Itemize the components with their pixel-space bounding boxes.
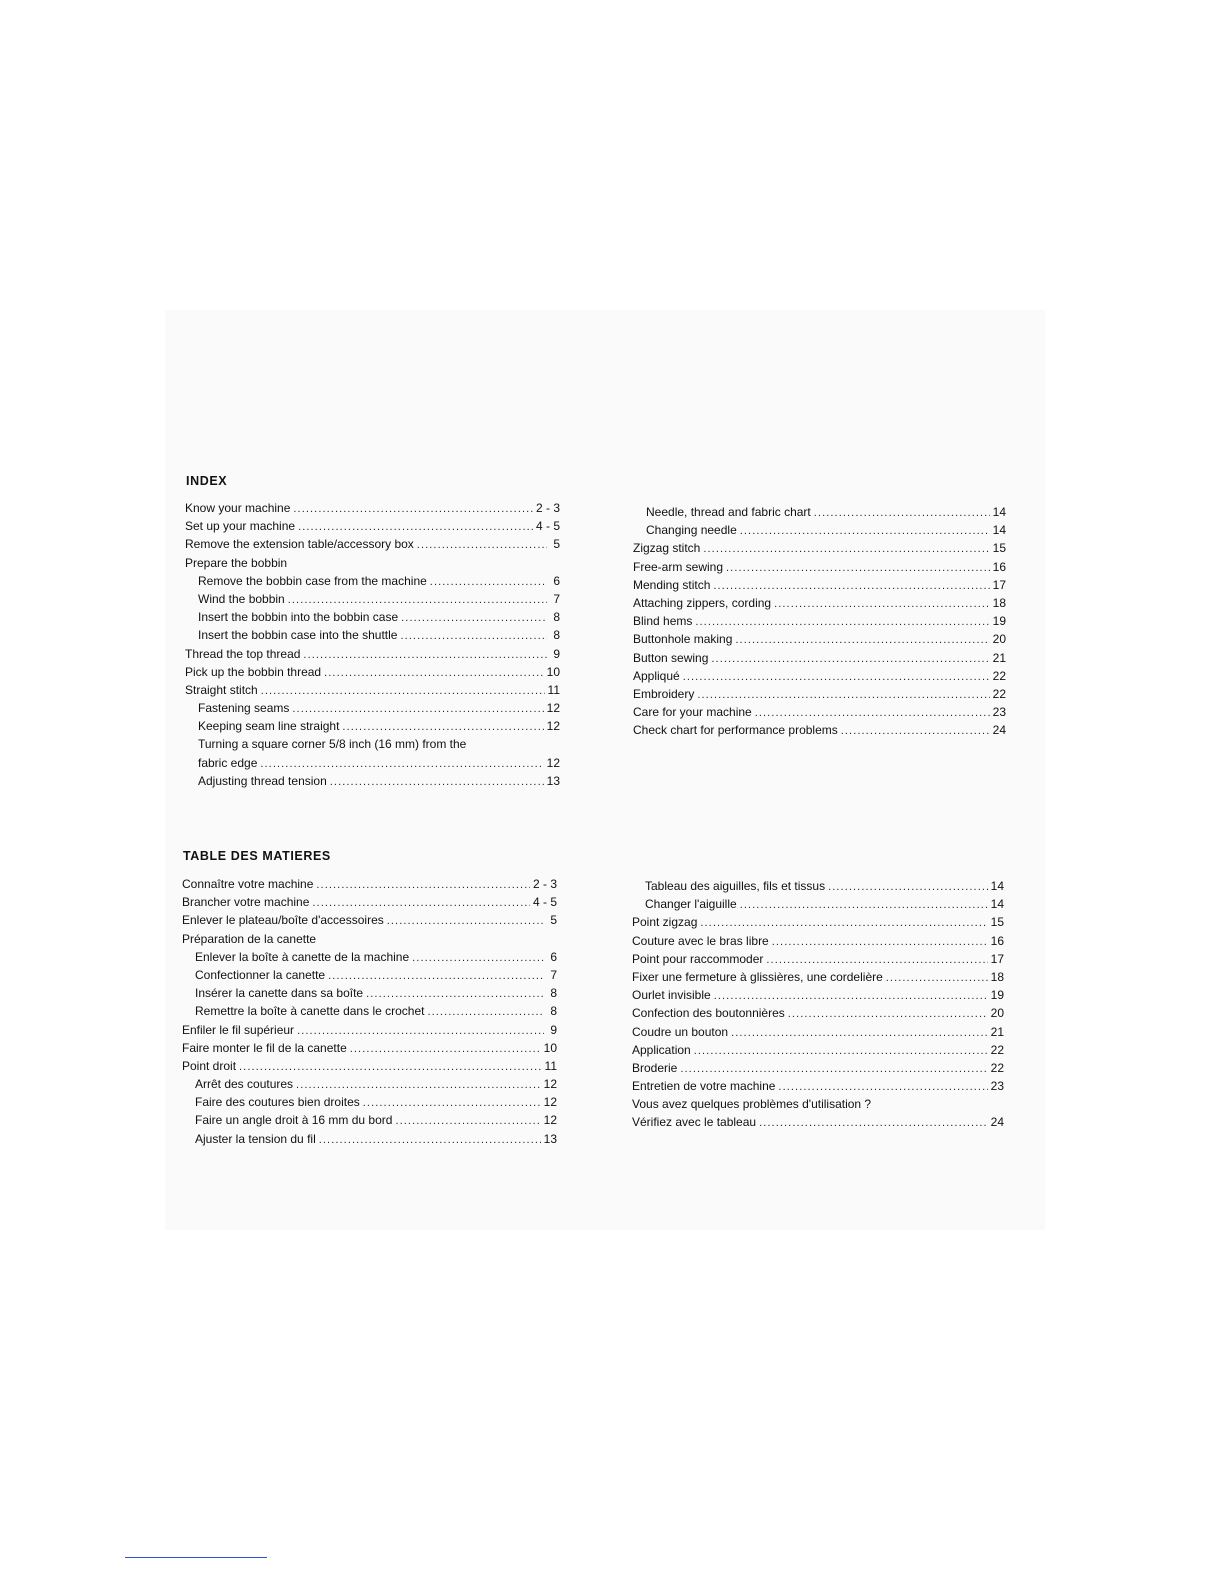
toc-entry-label: Enlever la boîte à canette de la machine: [195, 949, 410, 964]
dot-leader: [293, 503, 533, 515]
toc-entry: [632, 915, 1004, 933]
toc-entry: [185, 574, 560, 592]
toc-entry: [633, 705, 1006, 723]
toc-entry-page: 10: [546, 664, 560, 679]
dot-leader: [312, 897, 530, 909]
matieres-right-column: [632, 879, 1004, 1134]
toc-entry: [633, 596, 1006, 614]
toc-entry: [185, 647, 560, 665]
toc-entry-page: 16: [990, 933, 1004, 948]
dot-leader: [400, 630, 547, 642]
toc-entry-page: 9: [553, 646, 560, 661]
toc-entry-label: Fixer une fermeture à glissières, une cordelière: [632, 969, 883, 984]
toc-entry-page: 12: [546, 701, 560, 716]
toc-entry-page: 22: [990, 1060, 1004, 1075]
toc-entry-label: Attaching zippers, cording: [633, 595, 772, 610]
toc-entry-page: 14: [990, 897, 1004, 912]
dot-leader: [387, 915, 544, 927]
toc-entry: [182, 1059, 557, 1077]
toc-entry: [633, 541, 1006, 559]
toc-entry-label: Prepare the bobbin: [185, 555, 288, 570]
toc-entry-label: Thread the top thread: [185, 646, 301, 661]
toc-entry-label: Insert the bobbin case into the shuttle: [198, 628, 398, 643]
dot-leader: [401, 612, 547, 624]
toc-entry: [185, 610, 560, 628]
toc-entry-label: Application: [632, 1042, 691, 1057]
toc-entry-label: Remove the bobbin case from the machine: [198, 573, 427, 588]
bottom-rule: [125, 1557, 267, 1558]
toc-entry-page: 12: [546, 755, 560, 770]
toc-entry: [633, 687, 1006, 705]
matieres-title: TABLE DES MATIERES: [183, 849, 331, 863]
toc-entry-page: 4 - 5: [532, 895, 557, 910]
dot-leader: [683, 671, 990, 683]
toc-entry-page: 20: [990, 1006, 1004, 1021]
toc-entry-label: Pick up the bobbin thread: [185, 664, 322, 679]
toc-entry-label: Arrêt des coutures: [195, 1077, 294, 1092]
toc-entry-page: 10: [543, 1040, 557, 1055]
toc-entry-label: Care for your machine: [633, 705, 752, 720]
toc-entry: [632, 897, 1004, 915]
toc-entry-label: Remettre la boîte à canette dans le crochet: [195, 1004, 425, 1019]
dot-leader: [261, 685, 545, 697]
toc-entry: [633, 505, 1006, 523]
dot-leader: [740, 525, 990, 537]
toc-entry-label: Insérer la canette dans sa boîte: [195, 986, 364, 1001]
toc-entry: [185, 537, 560, 555]
toc-entry-page: 18: [992, 595, 1006, 610]
toc-entry-page: 17: [992, 577, 1006, 592]
toc-entry: [632, 952, 1004, 970]
dot-leader: [288, 594, 547, 606]
toc-entry-page: 8: [550, 1004, 557, 1019]
toc-entry-page: 16: [992, 559, 1006, 574]
toc-entry: [632, 1079, 1004, 1097]
dot-leader: [766, 954, 987, 966]
toc-entry-page: 12: [543, 1077, 557, 1092]
toc-entry-label: Turning a square corner 5/8 inch (16 mm) from the: [198, 737, 467, 752]
toc-entry-label: Know your machine: [185, 501, 291, 515]
toc-entry-label: Vous avez quelques problèmes d'utilisation ?: [632, 1097, 872, 1112]
toc-entry: [182, 1113, 557, 1131]
toc-entry: [185, 719, 560, 737]
toc-entry: [182, 877, 557, 895]
dot-leader: [412, 952, 544, 964]
dot-leader: [740, 899, 988, 911]
toc-entry-page: 23: [992, 705, 1006, 720]
dot-leader: [342, 721, 543, 733]
toc-entry: [185, 665, 560, 683]
toc-entry: [633, 560, 1006, 578]
toc-entry-label: Confection des boutonnières: [632, 1006, 785, 1021]
toc-entry-page: 24: [990, 1115, 1004, 1130]
dot-leader: [296, 1079, 541, 1091]
dot-leader: [430, 576, 547, 588]
toc-entry-page: 5: [553, 537, 560, 552]
toc-entry-label: Changing needle: [646, 523, 737, 538]
toc-entry-page: 19: [990, 988, 1004, 1003]
toc-entry-label: Zigzag stitch: [633, 541, 701, 556]
dot-leader: [788, 1008, 988, 1020]
dot-leader: [886, 972, 988, 984]
dot-leader: [772, 936, 988, 948]
toc-entry-label: Remove the extension table/accessory box: [185, 537, 414, 552]
dot-leader: [694, 1045, 988, 1057]
toc-entry-page: 4 - 5: [535, 519, 560, 534]
toc-entry-page: 19: [992, 614, 1006, 629]
toc-entry-label: Ourlet invisible: [632, 988, 711, 1003]
toc-entry-page: 18: [990, 969, 1004, 984]
toc-entry: [185, 519, 560, 537]
toc-entry-label: Coudre un bouton: [632, 1024, 729, 1039]
toc-entry-page: 8: [550, 986, 557, 1001]
toc-entry-label: Mending stitch: [633, 577, 711, 592]
toc-entry: [632, 879, 1004, 897]
toc-entry: [182, 1023, 557, 1041]
toc-entry: [182, 1041, 557, 1059]
toc-entry-label: Point droit: [182, 1058, 237, 1073]
toc-entry: [185, 556, 560, 574]
toc-entry-page: 23: [990, 1079, 1004, 1094]
toc-entry-label: Faire des coutures bien droites: [195, 1095, 360, 1110]
dot-leader: [713, 580, 989, 592]
toc-entry: [182, 932, 557, 950]
toc-entry-label: Point zigzag: [632, 915, 698, 930]
dot-leader: [755, 707, 990, 719]
toc-entry-label: Faire un angle droit à 16 mm du bord: [195, 1113, 393, 1128]
toc-entry-label: Connaître votre machine: [182, 877, 314, 891]
toc-entry-page: 9: [550, 1022, 557, 1037]
dot-leader: [714, 990, 988, 1002]
toc-entry: [632, 1025, 1004, 1043]
toc-entry: [185, 756, 560, 774]
toc-entry-label: Changer l'aiguille: [645, 897, 737, 912]
toc-entry-label: fabric edge: [198, 755, 258, 770]
dot-leader: [731, 1027, 988, 1039]
toc-entry-page: 12: [543, 1113, 557, 1128]
dot-leader: [759, 1117, 988, 1129]
dot-leader: [350, 1043, 541, 1055]
toc-entry: [633, 632, 1006, 650]
dot-leader: [697, 689, 989, 701]
index-right-column: [633, 505, 1006, 741]
toc-entry-page: 14: [990, 879, 1004, 893]
toc-entry-page: 2 - 3: [532, 877, 557, 891]
toc-entry-label: Préparation de la canette: [182, 931, 317, 946]
toc-entry: [633, 723, 1006, 741]
toc-entry-label: Enfiler le fil supérieur: [182, 1022, 295, 1037]
dot-leader: [297, 1025, 544, 1037]
toc-entry: [632, 1097, 1004, 1115]
toc-entry-label: Appliqué: [633, 668, 680, 683]
dot-leader: [363, 1097, 541, 1109]
toc-entry: [633, 578, 1006, 596]
toc-entry-label: Insert the bobbin into the bobbin case: [198, 610, 399, 625]
toc-entry-page: 21: [992, 650, 1006, 665]
dot-leader: [711, 653, 989, 665]
toc-entry-label: Vérifiez avec le tableau: [632, 1115, 757, 1130]
matieres-left-column: [182, 877, 557, 1150]
toc-entry: [633, 651, 1006, 669]
toc-entry-page: 5: [550, 913, 557, 928]
toc-entry: [632, 970, 1004, 988]
toc-entry-label: Tableau des aiguilles, fils et tissus: [645, 879, 826, 893]
dot-leader: [366, 988, 544, 1000]
toc-entry-page: 14: [992, 523, 1006, 538]
dot-leader: [726, 562, 990, 574]
toc-entry-page: 17: [990, 951, 1004, 966]
toc-entry-page: 15: [990, 915, 1004, 930]
dot-leader: [260, 758, 543, 770]
toc-entry-label: Enlever le plateau/boîte d'accessoires: [182, 913, 384, 928]
toc-entry: [632, 1061, 1004, 1079]
toc-entry: [185, 774, 560, 792]
toc-entry: [633, 669, 1006, 687]
dot-leader: [330, 776, 544, 788]
toc-entry: [182, 968, 557, 986]
dot-leader: [395, 1115, 540, 1127]
toc-entry: [633, 614, 1006, 632]
dot-leader: [319, 1134, 541, 1146]
toc-entry-page: 20: [992, 632, 1006, 647]
toc-entry: [185, 737, 560, 755]
toc-entry: [182, 1132, 557, 1150]
toc-entry-page: 13: [546, 773, 560, 788]
dot-leader: [700, 917, 987, 929]
toc-entry: [633, 523, 1006, 541]
toc-entry-label: Adjusting thread tension: [198, 773, 327, 788]
dot-leader: [328, 970, 544, 982]
dot-leader: [814, 507, 990, 519]
toc-entry: [182, 950, 557, 968]
toc-entry-label: Free-arm sewing: [633, 559, 724, 574]
toc-entry-label: Point pour raccommoder: [632, 951, 764, 966]
toc-entry-label: Needle, thread and fabric chart: [646, 505, 811, 519]
toc-entry-label: Blind hems: [633, 614, 693, 629]
dot-leader: [324, 667, 544, 679]
toc-entry-label: Set up your machine: [185, 519, 296, 534]
dot-leader: [239, 1061, 542, 1073]
dot-leader: [680, 1063, 987, 1075]
toc-entry-label: Keeping seam line straight: [198, 719, 340, 734]
toc-entry-label: Wind the bobbin: [198, 591, 285, 606]
toc-entry-label: Buttonhole making: [633, 632, 733, 647]
toc-entry: [185, 501, 560, 519]
toc-entry-label: Fastening seams: [198, 701, 290, 716]
toc-entry-label: Check chart for performance problems: [633, 723, 838, 738]
dot-leader: [703, 543, 989, 555]
toc-entry-page: 8: [553, 610, 560, 625]
toc-entry-label: Couture avec le bras libre: [632, 933, 769, 948]
toc-entry: [182, 913, 557, 931]
toc-entry-label: Broderie: [632, 1060, 678, 1075]
toc-entry-page: 11: [544, 1058, 557, 1073]
toc-entry-label: Faire monter le fil de la canette: [182, 1040, 347, 1055]
toc-entry: [632, 1043, 1004, 1061]
toc-entry-page: 22: [992, 668, 1006, 683]
toc-entry-page: 13: [543, 1131, 557, 1146]
dot-leader: [298, 521, 533, 533]
dot-leader: [774, 598, 990, 610]
toc-entry-page: 6: [550, 949, 557, 964]
dot-leader: [303, 649, 547, 661]
toc-entry-label: Straight stitch: [185, 682, 258, 697]
toc-entry-page: 24: [992, 723, 1006, 738]
toc-entry: [182, 895, 557, 913]
toc-entry-page: 11: [547, 682, 560, 697]
dot-leader: [316, 879, 530, 891]
index-title: INDEX: [186, 474, 228, 488]
toc-entry: [632, 1115, 1004, 1133]
toc-entry: [182, 986, 557, 1004]
toc-entry: [185, 683, 560, 701]
toc-entry-label: Ajuster la tension du fil: [195, 1131, 316, 1146]
dot-leader: [828, 881, 988, 893]
toc-entry: [182, 1004, 557, 1022]
toc-entry-page: 22: [992, 686, 1006, 701]
toc-entry-page: 21: [990, 1024, 1004, 1039]
toc-entry: [185, 628, 560, 646]
toc-entry-page: 14: [992, 505, 1006, 519]
toc-entry-page: 6: [553, 573, 560, 588]
toc-entry: [632, 1006, 1004, 1024]
toc-entry-page: 8: [553, 628, 560, 643]
toc-entry-label: Button sewing: [633, 650, 709, 665]
toc-entry: [185, 592, 560, 610]
dot-leader: [417, 539, 547, 551]
toc-entry-page: 15: [992, 541, 1006, 556]
toc-entry-page: 2 - 3: [535, 501, 560, 515]
dot-leader: [292, 703, 543, 715]
toc-entry: [182, 1095, 557, 1113]
toc-entry: [632, 934, 1004, 952]
toc-entry-label: Entretien de votre machine: [632, 1079, 776, 1094]
toc-entry-page: 12: [546, 719, 560, 734]
dot-leader: [427, 1006, 544, 1018]
dot-leader: [695, 616, 989, 628]
toc-entry: [632, 988, 1004, 1006]
toc-entry-page: 12: [543, 1095, 557, 1110]
toc-entry: [185, 701, 560, 719]
toc-entry-label: Embroidery: [633, 686, 695, 701]
toc-entry-page: 7: [553, 591, 560, 606]
dot-leader: [841, 725, 990, 737]
toc-entry-label: Brancher votre machine: [182, 895, 310, 910]
toc-entry-label: Confectionner la canette: [195, 967, 326, 982]
toc-entry-page: 22: [990, 1042, 1004, 1057]
dot-leader: [778, 1081, 987, 1093]
toc-entry: [182, 1077, 557, 1095]
toc-entry-page: 7: [550, 967, 557, 982]
dot-leader: [735, 634, 989, 646]
index-left-column: [185, 501, 560, 792]
